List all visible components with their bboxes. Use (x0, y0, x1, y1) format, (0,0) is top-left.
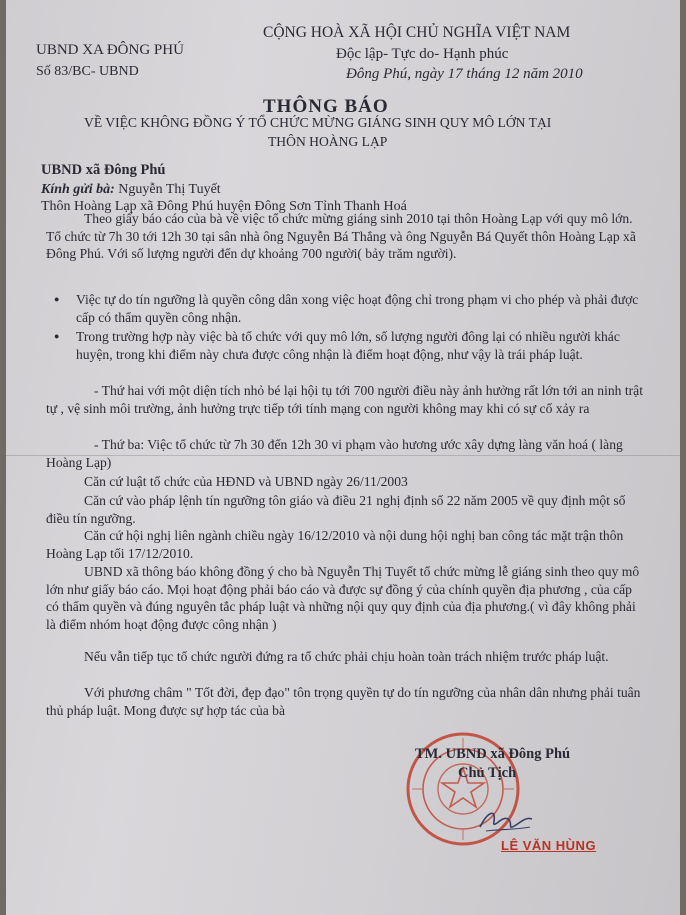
legal-basis-2: Căn cứ vào pháp lệnh tín ngưỡng tôn giáo và điều 21 nghị định số 22 năm 2005 về quy định một số điều tín ngưỡng. (46, 493, 626, 526)
national-motto: Độc lập- Tực do- Hạnh phúc (336, 46, 509, 62)
paragraph-decision: UBND xã thông báo không đồng ý cho bà Nguyễn Thị Tuyết tổ chức mừng lễ giáng sinh theo quy mô lớn như giấy báo cáo. Mọi hoạt động phải báo cáo và được sự đồng ý của chính quyền địa phương , của cấp có thẩm quyền và đúng nguyên tắc pháp luật và những nội quy quy định của địa phương.( vì đây không phải là điểm nhóm hoạt động được công nhận ) (46, 564, 640, 632)
legal-basis-3: Căn cứ hội nghị liên ngành chiều ngày 16/12/2010 và nội dung hội nghị ban công tác mặt trận thôn Hoàng Lạp tối 17/12/2010. (46, 528, 624, 561)
subject-line-1: VỀ VIỆC KHÔNG ĐỒNG Ý TỔ CHỨC MỪNG GIÁNG SINH QUY MÔ LỚN TẠI (84, 115, 552, 130)
document-number: Số 83/BC- UBND (36, 64, 139, 79)
handwritten-signature (476, 805, 536, 835)
recipient-prefix: Kính gửi bà: (41, 182, 115, 197)
recipient-address: Thôn Hoàng Lạp xã Đông Phú huyện Đông Sơn Tỉnh Thanh Hoá (41, 199, 407, 214)
legal-basis-1: Căn cứ luật tổ chức của HĐND và UBND ngày 26/11/2003 (84, 474, 408, 489)
paragraph-closing: Với phương châm " Tốt đời, đẹp đạo" tôn trọng quyền tự do tín ngưỡng của nhân dân nhưng phải tuân thủ pháp luật. Mong được sự hợp tác của bà (46, 685, 641, 718)
subject-line-2: THÔN HOÀNG LẠP (268, 134, 388, 149)
issue-date: Đông Phú, ngày 17 tháng 12 năm 2010 (346, 66, 583, 82)
republic-heading: CỘNG HOÀ XÃ HỘI CHỦ NGHĨA VIỆT NAM (263, 24, 571, 41)
paragraph-report: Theo giấy báo cáo của bà về việc tổ chức mừng giáng sinh 2010 tại thôn Hoàng Lạp với quy mô lớn. Tổ chức từ 7h 30 tới 12h 30 tại sân nhà ông Nguyễn Bá Thắng và ông Nguyễn Bá Quyết thôn Hoàng Lạp xã Đông Phú. Với số lượng người đến dự khoảng 700 người( bảy trăm người). (46, 211, 636, 261)
signatory-name: LÊ VĂN HÙNG (501, 838, 597, 853)
document-page (6, 0, 680, 915)
recipient-line (41, 182, 221, 198)
paragraph-third-reason: - Thứ ba: Việc tổ chức từ 7h 30 đến 12h 30 vi phạm vào hương ước xây dựng làng văn hoá ( làng Hoàng Lạp) (46, 437, 623, 470)
recipient-name: Nguyễn Thị Tuyết (114, 182, 221, 197)
document-title: THÔNG BÁO (263, 96, 389, 117)
issuing-org: UBND XA ĐÔNG PHÚ (36, 42, 184, 58)
sender: UBND xã Đông Phú (41, 162, 166, 178)
bullet-illegal-scale: ● Trong trường hợp này việc bà tổ chức với quy mô lớn, số lượng người đông lại có nhiều người khác huyện, trong khi điểm này chưa được công nhận là điểm hoạt động, như vậy là trái pháp luật. (76, 328, 648, 363)
bullet-freedom-of-belief: ● Việc tự do tín ngưỡng là quyền công dân xong việc hoạt động chỉ trong phạm vi cho phép và phải được cấp có thẩm quyền công nhận. (76, 291, 648, 326)
signature-position: Chủ Tịch (458, 765, 517, 781)
signature-on-behalf: TM. UBND xã Đông Phú (415, 746, 571, 762)
paragraph-second-reason: - Thứ hai với một diện tích nhỏ bé lại hội tụ tới 700 người điều này ảnh hưởng rất lớn tới an ninh trật tự , vệ sinh môi trường, ảnh hưởng trực tiếp tới tính mạng con người không may khi có sự cố xảy ra (46, 383, 643, 416)
paragraph-warning: Nếu vẫn tiếp tục tổ chức người đứng ra tổ chức phải chịu hoàn toàn trách nhiệm trước pháp luật. (84, 649, 609, 664)
